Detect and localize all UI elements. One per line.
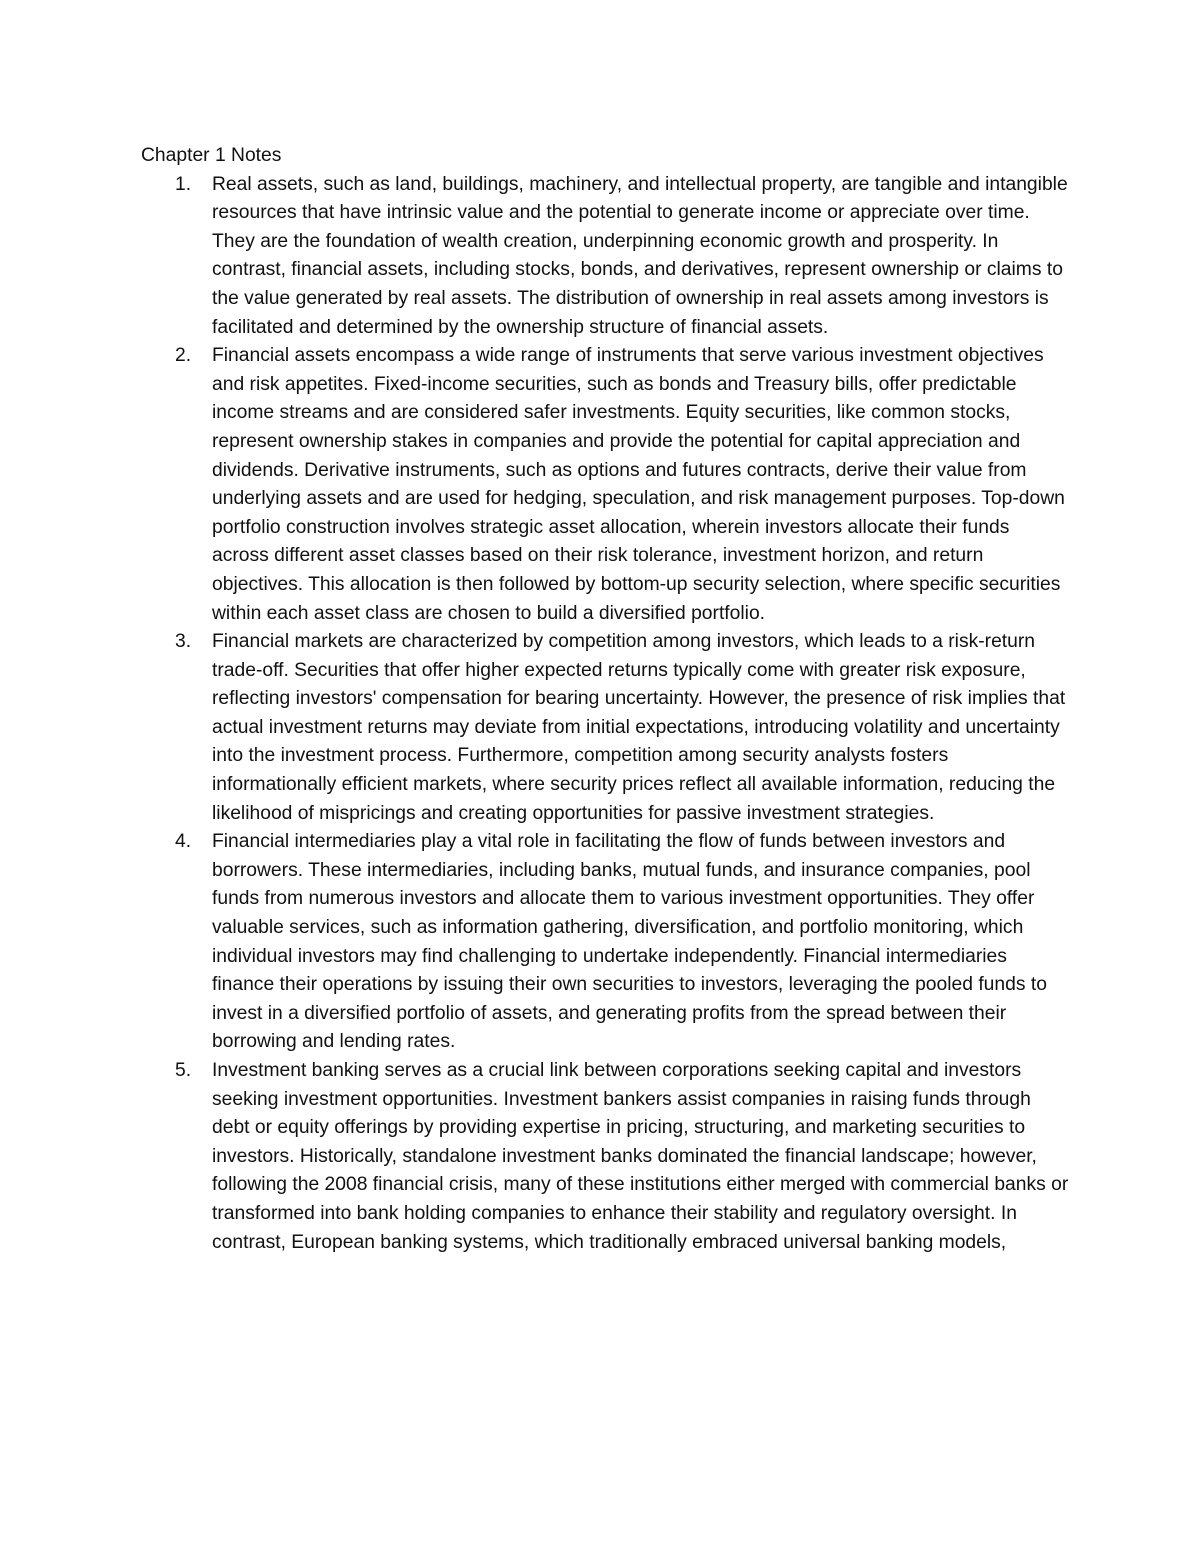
list-item-text: Financial markets are characterized by competition among investors, which leads to a risk-return trade-off. Securities that offer higher expected returns typically come with greater risk exposure, reflecting investors' compensation for bearing uncertainty. However, the presence of risk implies that actual investment returns may deviate from initial expectations, introducing volatility and uncertainty into the investment process. Furthermore, competition among security analysts fosters informationally efficient markets, where security prices reflect all available information, reducing the likelihood of mispricings and creating opportunities for passive investment strategies. — [212, 631, 1066, 824]
list-item — [141, 342, 1071, 628]
list-item — [141, 828, 1071, 1057]
page-title: Chapter 1 Notes — [141, 145, 282, 166]
list-item-number: 1. — [175, 173, 192, 195]
list-item-text: Real assets, such as land, buildings, machinery, and intellectual property, are tangible and intangible resources that have intrinsic value and the potential to generate income or appreciate over time. They are the foundation of wealth creation, underpinning economic growth and prosperity. In contrast, financial assets, including stocks, bonds, and derivatives, represent ownership or claims to the value generated by real assets. The distribution of ownership in real assets among investors is facilitated and determined by the ownership structure of financial assets. — [212, 173, 1068, 338]
list-item-number: 2. — [175, 345, 192, 367]
list-item-number: 5. — [175, 1060, 192, 1081]
list-item-number: 3. — [175, 631, 192, 653]
notes-list — [141, 171, 1071, 1258]
list-item — [141, 628, 1071, 828]
list-item-text: Financial assets encompass a wide range of instruments that serve various investment objectives and risk appetites. Fixed-income securities, such as bonds and Treasury bills, offer predictable income streams and are considered safer investments. Equity securities, like common stocks, represent ownership stakes in companies and provide the potential for capital appreciation and dividends. Derivative instruments, such as options and futures contracts, derive their value from underlying assets and are used for hedging, speculation, and risk management purposes. Top-down portfolio construction involves strategic asset allocation, wherein investors allocate their funds across different asset classes based on their risk tolerance, investment horizon, and return objectives. This allocation is then followed by bottom-up security selection, where specific securities within each asset class are chosen to build a diversified portfolio. — [212, 345, 1065, 624]
list-item — [141, 1057, 1071, 1257]
list-item-text: Financial intermediaries play a vital role in facilitating the flow of funds between investors and borrowers. These intermediaries, including banks, mutual funds, and insurance companies, pool funds from numerous investors and allocate them to various investment opportunities. They offer valuable services, such as information gathering, diversification, and portfolio monitoring, which individual investors may find challenging to undertake independently. Financial intermediaries finance their operations by issuing their own securities to investors, leveraging the pooled funds to invest in a diversified portfolio of assets, and generating profits from the spread between their borrowing and lending rates. — [212, 831, 1047, 1053]
list-item-text: Investment banking serves as a crucial link between corporations seeking capital and investors seeking investment opportunities. Investment bankers assist companies in raising funds through debt or equity offerings by providing expertise in pricing, structuring, and marketing securities to investors. Historically, standalone investment banks dominated the financial landscape; however, following the 2008 financial crisis, many of these institutions either merged with commercial banks or transformed into bank holding companies to enhance their stability and regulatory oversight. In contrast, European banking systems, which traditionally embraced universal banking models, — [212, 1060, 1069, 1253]
list-item — [141, 171, 1071, 343]
list-item-number: 4. — [175, 831, 192, 853]
document-body — [141, 142, 1071, 1257]
